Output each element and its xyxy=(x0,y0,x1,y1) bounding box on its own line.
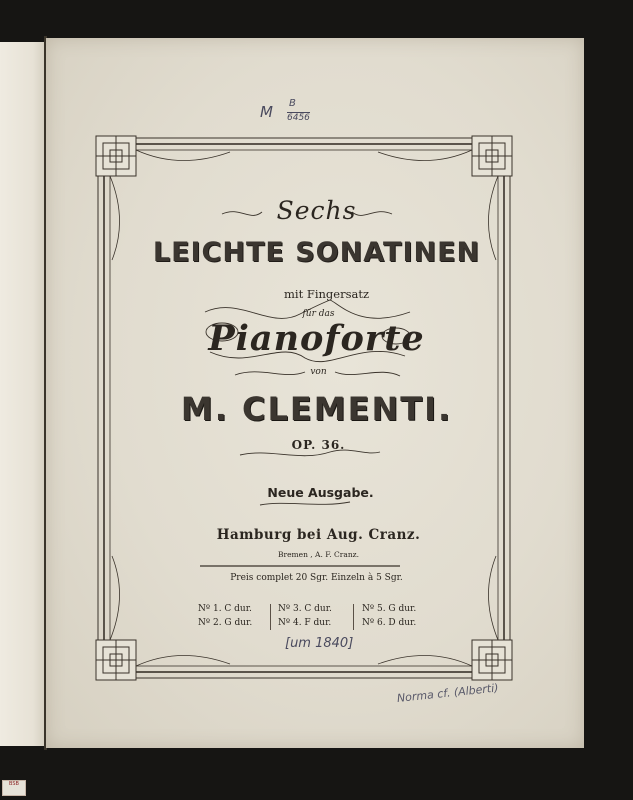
sonatina-entry: Nº 4. F dur. xyxy=(278,618,332,628)
opus-number: OP. 36. xyxy=(291,438,346,452)
for-label: für das xyxy=(302,309,335,319)
sonatina-entry: Nº 2. G dur. xyxy=(198,618,253,628)
shelf-mark-top: B xyxy=(289,98,296,109)
corner-ornament-top-right xyxy=(472,136,512,176)
branch-line: Bremen , A. F. Cranz. xyxy=(277,550,360,559)
shelf-mark-letter: M xyxy=(260,103,273,121)
corner-ornament-bottom-left xyxy=(96,640,136,680)
library-stamp: BSB xyxy=(2,780,26,796)
composer-name: M. CLEMENTI. xyxy=(180,390,453,428)
corner-ornament-bottom-right xyxy=(472,640,512,680)
sonatina-entry: Nº 1. C dur. xyxy=(198,604,252,614)
handwritten-margin-note: Norma cf. (Alberti) xyxy=(396,681,500,705)
publisher-line: Hamburg bei Aug. Cranz. xyxy=(216,527,421,543)
column-divider xyxy=(353,604,354,630)
number-column xyxy=(198,602,270,630)
number-column xyxy=(278,602,350,630)
work-title: LEICHTE SONATINEN xyxy=(152,237,481,268)
edition-label: Neue Ausgabe. xyxy=(267,485,374,500)
column-divider xyxy=(270,604,271,630)
handwritten-date-note: [um 1840] xyxy=(285,636,354,651)
price-line: Preis complet 20 Sgr. Einzeln à 5 Sgr. xyxy=(230,573,403,583)
work-subtitle: mit Fingersatz xyxy=(283,287,370,301)
instrument-name: Pianoforte xyxy=(208,318,425,359)
corner-ornament-top-left xyxy=(96,136,136,176)
sonatina-entry: Nº 6. D dur. xyxy=(362,618,417,628)
title-prefix: Sechs xyxy=(276,196,357,225)
number-column xyxy=(362,602,434,630)
shelf-mark-number: 6456 xyxy=(287,113,310,123)
sonatina-entry: Nº 3. C dur. xyxy=(278,604,332,614)
sonatina-entry: Nº 5. G dur. xyxy=(362,604,417,614)
by-label: von xyxy=(310,367,327,377)
